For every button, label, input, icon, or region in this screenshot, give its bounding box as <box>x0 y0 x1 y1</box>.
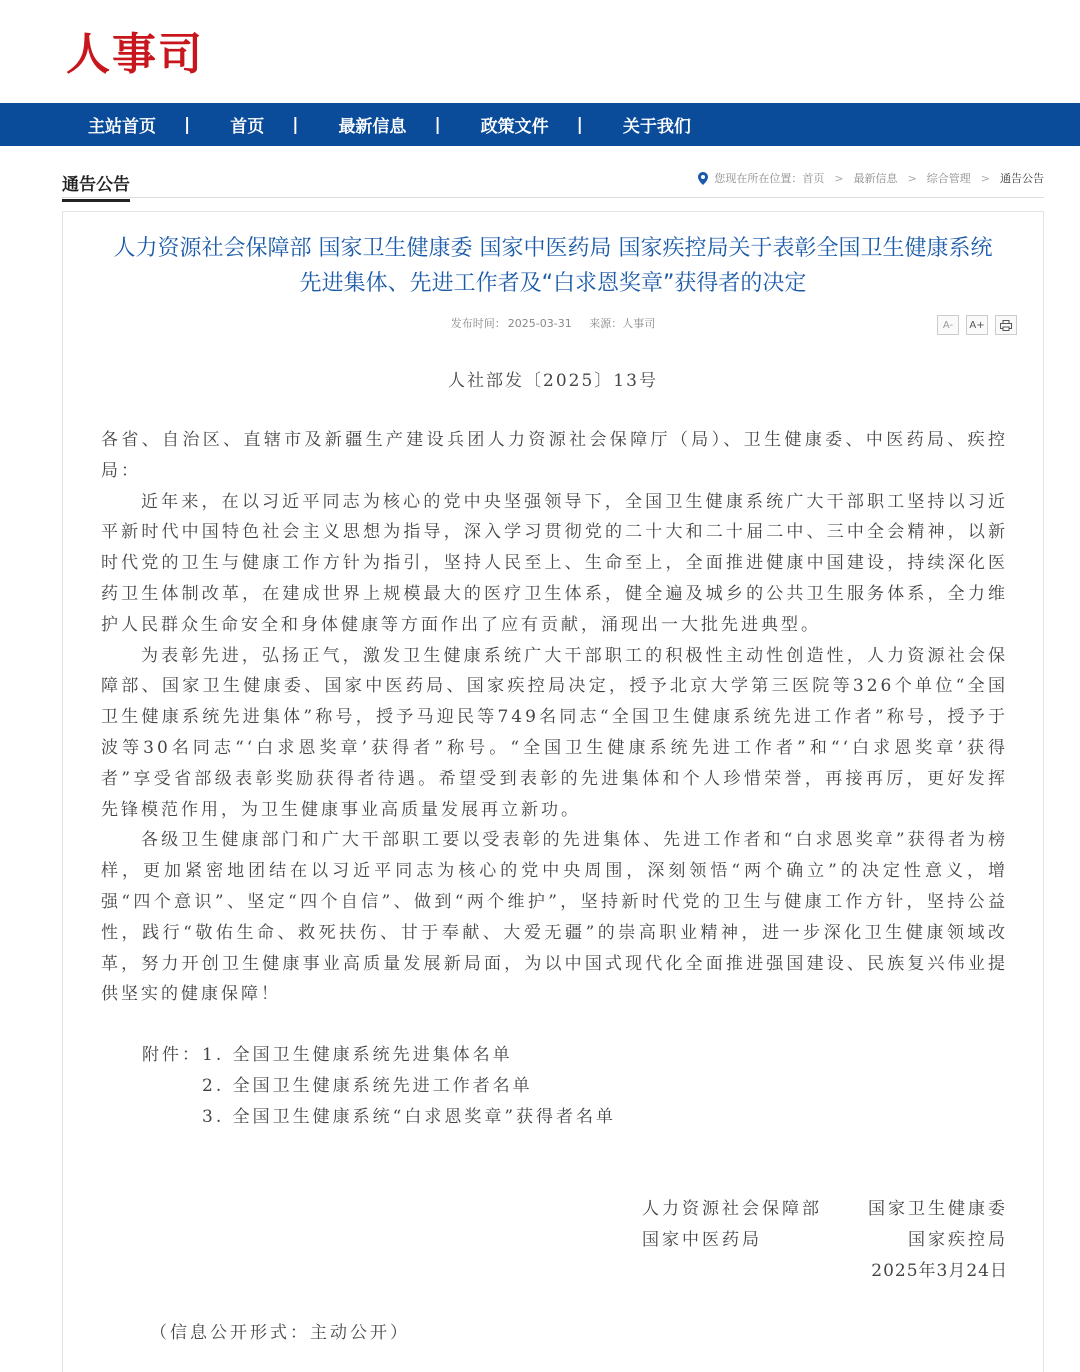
signers-block <box>642 1194 1008 1287</box>
source-label: 来源： <box>589 317 623 330</box>
nav-item-home[interactable]: 首页 <box>230 117 265 137</box>
site-logo[interactable]: 人事司 <box>66 29 204 80</box>
body-paragraph: 各级卫生健康部门和广大干部职工要以受表彰的先进集体、先进工作者和“白求恩奖章”获得者为榜样，更加紧密地团结在以习近平同志为核心的党中央周围，深刻领悟“两个确立”的决定性意义，增强“四个意识”、坚定“四个自信”、做到“两个维护”，坚持新时代党的卫生与健康工作方针，坚持公益性，践行“敬佑生命、救死扶伤、甘于奉献、大爱无疆”的崇高职业精神，进一步深化卫生健康领域改革，努力开创卫生健康事业高质量发展新局面，为以中国式现代化全面推进强国建设、民族复兴伟业提供坚实的健康保障！ <box>101 830 1008 1005</box>
location-pin-icon <box>698 172 708 185</box>
breadcrumb <box>698 170 1044 186</box>
source-value: 人事司 <box>622 317 656 330</box>
font-decrease-button[interactable]: A- <box>937 315 959 335</box>
salutation: 各省、自治区、直辖市及新疆生产建设兵团人力资源社会保障厅（局）、卫生健康委、中医药局、疾控局： <box>101 430 1008 481</box>
sign-date: 2025年3月24日 <box>871 1261 1008 1281</box>
breadcrumb-item-latest[interactable]: 最新信息 <box>853 172 898 185</box>
article-title-line-1: 人力资源社会保障部 国家卫生健康委 国家中医药局 国家疾控局关于表彰全国卫生健康系统 <box>113 236 993 261</box>
attachment-link[interactable]: 1. 全国卫生健康系统先进集体名单 <box>202 1045 513 1065</box>
article-title-line-2: 先进集体、先进工作者及“白求恩奖章”获得者的决定 <box>299 271 807 296</box>
signer: 国家卫生健康委 <box>868 1199 1008 1219</box>
breadcrumb-item-home[interactable]: 首页 <box>802 172 825 185</box>
body-paragraph: 近年来，在以习近平同志为核心的党中央坚强领导下，全国卫生健康系统广大干部职工坚持以习近平新时代中国特色社会主义思想为指导，深入学习贯彻党的二十大和二十届二中、三中全会精神，以新时代党的卫生与健康工作方针为指引，坚持人民至上、生命至上，全面推进健康中国建设，持续深化医药卫生体制改革，在建成世界上规模最大的医疗卫生体系，健全遍及城乡的公共卫生服务体系，全力维护人民群众生命安全和身体健康等方面作出了应有贡献，涌现出一大批先进典型。 <box>101 491 1008 635</box>
printer-icon <box>1000 320 1012 331</box>
print-button[interactable] <box>995 315 1017 335</box>
breadcrumb-arrow-icon: > <box>907 171 917 185</box>
article-meta <box>62 315 1044 331</box>
nav-separator: | <box>576 114 583 135</box>
nav-item-policy[interactable]: 政策文件 <box>480 117 549 137</box>
nav-item-home-site[interactable]: 主站首页 <box>88 117 156 137</box>
body-paragraph: 为表彰先进，弘扬正气，激发卫生健康系统广大干部职工的积极性主动性创造性，人力资源社会保障部、国家卫生健康委、国家中医药局、国家疾控局决定，授予北京大学第三医院等326个单位“全国卫生健康系统先进集体”称号，授予马迎民等749名同志“全国卫生健康系统先进工作者”称号，授予于波等30名同志“‘白求恩奖章’获得者”称号。“全国卫生健康系统先进工作者”和“‘白求恩奖章’获得者”享受省部级表彰奖励获得者待遇。希望受到表彰的先进集体和个人珍惜荣誉，再接再厉，更好发挥先锋模范作用，为卫生健康事业高质量发展再立新功。 <box>101 645 1008 820</box>
document-number: 人社部发〔2025〕13号 <box>448 371 658 391</box>
attachment-link[interactable]: 3. 全国卫生健康系统“白求恩奖章”获得者名单 <box>202 1107 617 1127</box>
attachment-link[interactable]: 2. 全国卫生健康系统先进工作者名单 <box>202 1076 533 1096</box>
signer: 人力资源社会保障部 <box>642 1199 822 1219</box>
article-body <box>101 425 1008 1010</box>
breadcrumb-item-general[interactable]: 综合管理 <box>926 172 971 185</box>
nav-separator: | <box>434 114 441 135</box>
section-title: 通告公告 <box>62 170 130 202</box>
attachments <box>142 1040 616 1133</box>
signer: 国家中医药局 <box>642 1230 762 1250</box>
breadcrumb-arrow-icon: > <box>834 171 844 185</box>
nav-item-about[interactable]: 关于我们 <box>622 117 691 137</box>
nav-separator: | <box>292 114 299 135</box>
article-title <box>70 231 1036 301</box>
signer: 国家疾控局 <box>908 1230 1008 1250</box>
article-tools <box>937 315 1017 335</box>
attachments-label: 附件： <box>142 1045 202 1065</box>
font-increase-button[interactable]: A+ <box>966 315 988 335</box>
nav-separator: | <box>184 114 191 135</box>
section-divider <box>62 197 1044 198</box>
breadcrumb-arrow-icon: > <box>980 171 990 185</box>
nav-item-latest[interactable]: 最新信息 <box>338 117 407 137</box>
breadcrumb-prefix: 您现在所在位置： <box>714 172 803 185</box>
publish-label: 发布时间： <box>450 317 506 330</box>
breadcrumb-item-current[interactable]: 通告公告 <box>1000 172 1044 185</box>
disclosure-note: （信息公开形式：主动公开） <box>150 1323 410 1343</box>
publish-date: 2025-03-31 <box>507 317 572 330</box>
main-nav <box>0 103 1080 146</box>
